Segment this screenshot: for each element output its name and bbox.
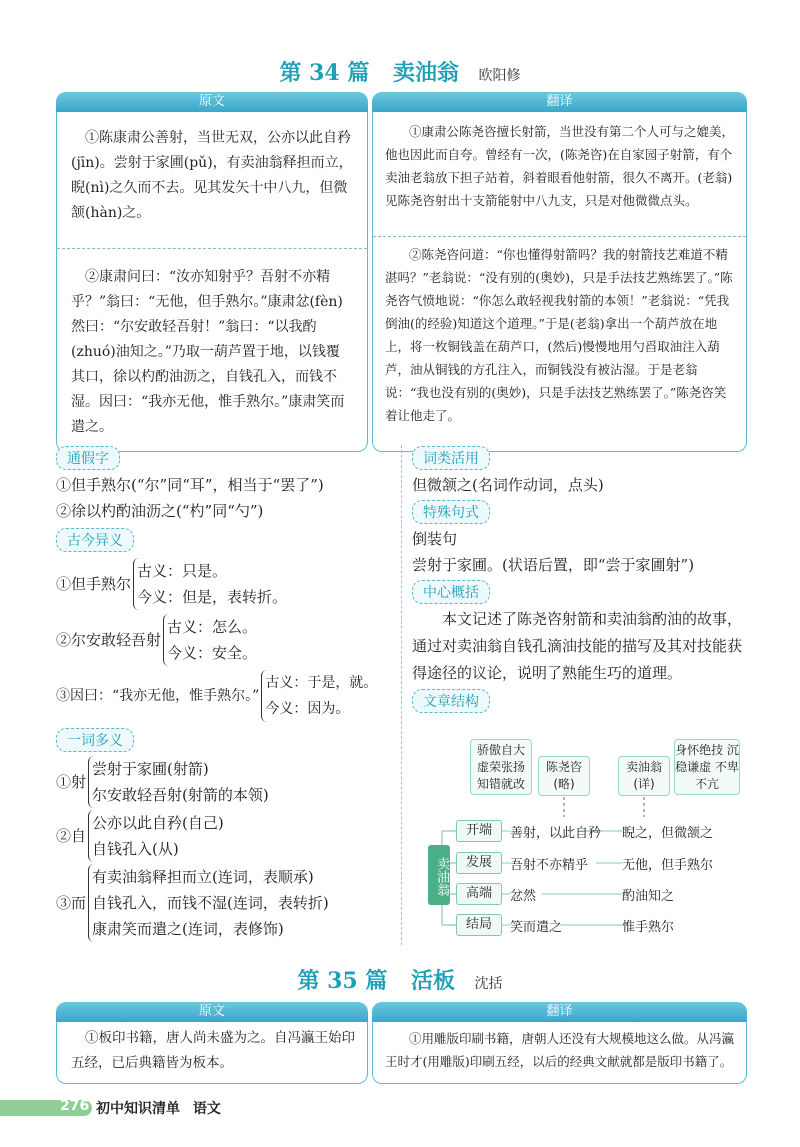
stage-node: 开端 [456, 820, 502, 842]
duoyi-line: 有卖油翁释担而立(连词，表顺承) [92, 868, 314, 886]
gujin-jin: 今义：因为。 [265, 701, 350, 717]
teshu-line: 倒装句 [412, 530, 458, 548]
duoyi-item [56, 756, 396, 808]
stage-node: 发展 [456, 852, 502, 874]
translation-header: 翻译 [372, 1002, 747, 1022]
translation-column-35 [372, 1002, 747, 1084]
gujin-jin: 今义：但是，表转折。 [137, 588, 288, 606]
oil-seller-traits: 身怀绝技 沉稳谦虚 不卑不亢 [674, 739, 740, 795]
duoyi-line: 自钱孔入，而钱不湿(连词，表转折) [92, 894, 329, 912]
duoyi-line: 尔安敢轻吾射(射箭的本领) [92, 786, 269, 804]
note-line: ②徐以杓酌油沥之(“杓”同“勺”) [56, 502, 264, 520]
stage-node: 高端 [456, 883, 502, 905]
tag-jiegou: 文章结构 [412, 689, 490, 713]
article-number: 第 34 篇 [279, 60, 370, 86]
article-35-title [0, 964, 800, 995]
article-author: 欧阳修 [478, 68, 521, 84]
gujin-gu: 古义：只是。 [137, 562, 228, 580]
duoyi-item [56, 864, 396, 942]
original-column-35 [56, 1002, 368, 1084]
duoyi-item [56, 810, 396, 862]
tag-tongjiazi: 通假字 [56, 446, 120, 470]
original-header: 原文 [56, 92, 368, 112]
gujin-head: ①但手熟尔 [56, 575, 132, 593]
note-line: ①但手熟尔(“尔”同“耳”，相当于“罢了”) [56, 476, 324, 494]
original-header: 原文 [56, 1002, 368, 1022]
translation-paragraph: ①用雕版印刷书籍，唐朝人还没有大规模地这么做。从冯瀛王时才(用雕版)印刷五经，以后的经典文献就都是版印书籍了。 [385, 1031, 735, 1069]
article-title: 卖油翁 [392, 60, 459, 86]
duoyi-head: ③而 [56, 894, 87, 912]
divider [57, 248, 367, 249]
notes-divider [401, 445, 402, 945]
translation-header: 翻译 [372, 92, 747, 112]
gujin-gu: 古义：怎么。 [167, 618, 258, 636]
duoyi-head: ①射 [56, 773, 87, 791]
subject-name: 语文 [192, 1101, 221, 1117]
stage-chen-action: 吾射不亦精乎 [510, 858, 589, 873]
original-paragraph-2: ②康肃问曰：“汝亦知射乎？吾射不亦精乎？”翁曰：“无他，但手熟尔。”康肃忿(fèn)然曰：“尔安敢轻吾射！”翁曰：“以我酌(zhuó)油知之。”乃取一葫芦置于地，以钱覆其口，徐以杓酌油沥之，自钱孔入，而钱不湿。因曰：“我亦无他，惟手熟尔。”康肃笑而遣之。 [71, 269, 345, 435]
gujin-jin: 今义：安全。 [167, 644, 258, 662]
original-column [56, 92, 368, 452]
notes-left [56, 446, 396, 942]
gujin-head: ②尔安敢轻吾射 [56, 631, 162, 649]
tag-cilei: 词类活用 [412, 446, 490, 470]
stage-chen-action: 忿然 [510, 889, 537, 904]
book-title [96, 1098, 221, 1118]
oil-seller-person: 卖油翁 (详) [618, 756, 670, 796]
article-author: 沈括 [474, 976, 503, 992]
translation-paragraph-1: ①康肃公陈尧咨擅长射箭，当世没有第二个人可与之媲美，他也因此而自夸。曾经有一次，(陈尧咨)在自家园子射箭，有个卖油老翁放下担子站着，斜着眼看他射箭，很久不离开。(老翁)见陈尧咨射出十支箭能射中八九支，只是对他微微点头。 [385, 124, 735, 208]
gujin-item [56, 670, 396, 722]
stage-oil-action: 睨之，但微颔之 [622, 826, 714, 841]
teshu-line: 尝射于家圃。(状语后置，即“尝于家圃射”) [412, 556, 695, 574]
gujin-head: ③因曰：“我亦无他，惟手熟尔。” [56, 688, 260, 704]
stage-chen-action: 善射，以此自矜 [510, 826, 602, 841]
article-34-title [0, 56, 800, 87]
gujin-item [56, 558, 396, 610]
duoyi-head: ②自 [56, 827, 87, 845]
chen-traits: 骄傲自大 虚荣张扬 知错就改 [470, 739, 532, 795]
article-number: 第 35 篇 [297, 968, 388, 994]
translation-paragraph-2: ②陈尧咨问道：“你也懂得射箭吗？我的射箭技艺难道不精湛吗？”老翁说：“没有别的(奥妙)，只是手法技艺熟练罢了。”陈尧咨气愤地说：“你怎么敢轻视我射箭的本领！”老翁说：“凭我倒油(的经验)知道这个道理。”于是(老翁)拿出一个葫芦放在地上，将一枚铜钱盖在葫芦口，(然后)慢慢地用勺舀取油注入葫芦，油从铜钱的方孔注入，而铜钱没有被沾湿。于是老翁说：“我也没有别的(奥妙)，只是手法技艺熟练罢了。”陈尧咨笑着让他走了。 [385, 247, 733, 423]
book-name: 初中知识清单 [96, 1101, 180, 1117]
duoyi-line: 公亦以此自矜(自己) [92, 814, 224, 832]
cilei-line: 但微颔之(名词作动词，点头) [412, 476, 604, 494]
gujin-item [56, 614, 396, 666]
zhongxin-text: 本文记述了陈尧咨射箭和卖油翁酌油的故事，通过对卖油翁自钱孔滴油技能的描写及其对技能获得途径的议论，说明了熟能生巧的道理。 [412, 610, 743, 682]
translation-column [372, 92, 747, 452]
stage-oil-action: 无他，但手熟尔 [622, 858, 714, 873]
duoyi-line: 尝射于家圃(射箭) [92, 760, 209, 778]
duoyi-line: 康肃笑而遣之(连词，表修饰) [92, 920, 284, 938]
stage-node: 结局 [456, 914, 502, 936]
divider [373, 236, 746, 237]
tag-teshu: 特殊句式 [412, 500, 490, 524]
duoyi-line: 自钱孔入(从) [92, 840, 179, 858]
original-paragraph: ①板印书籍，唐人尚未盛为之。自冯瀛王始印五经，已后典籍皆为板本。 [71, 1030, 355, 1071]
tag-zhongxin: 中心概括 [412, 580, 490, 604]
chen-person: 陈尧咨 (略) [538, 756, 590, 796]
tag-gujin: 古今异义 [56, 528, 134, 552]
page-number: 276 [60, 1098, 90, 1114]
original-paragraph-1: ①陈康肃公善射，当世无双，公亦以此自矜(jīn)。尝射于家圃(pǔ)，有卖油翁释担而立，睨(nì)之久而不去。见其发矢十中八九，但微颔(hàn)之。 [71, 130, 353, 221]
article-title: 活板 [410, 968, 455, 994]
stage-oil-action: 酌油知之 [622, 889, 675, 904]
structure-root: 卖油翁 [428, 845, 450, 905]
stage-chen-action: 笑而遣之 [510, 920, 563, 935]
notes-right [412, 446, 752, 713]
tag-yiciduoyi: 一词多义 [56, 728, 134, 752]
stage-oil-action: 惟手熟尔 [622, 920, 675, 935]
gujin-gu: 古义：于是，就。 [265, 675, 378, 691]
